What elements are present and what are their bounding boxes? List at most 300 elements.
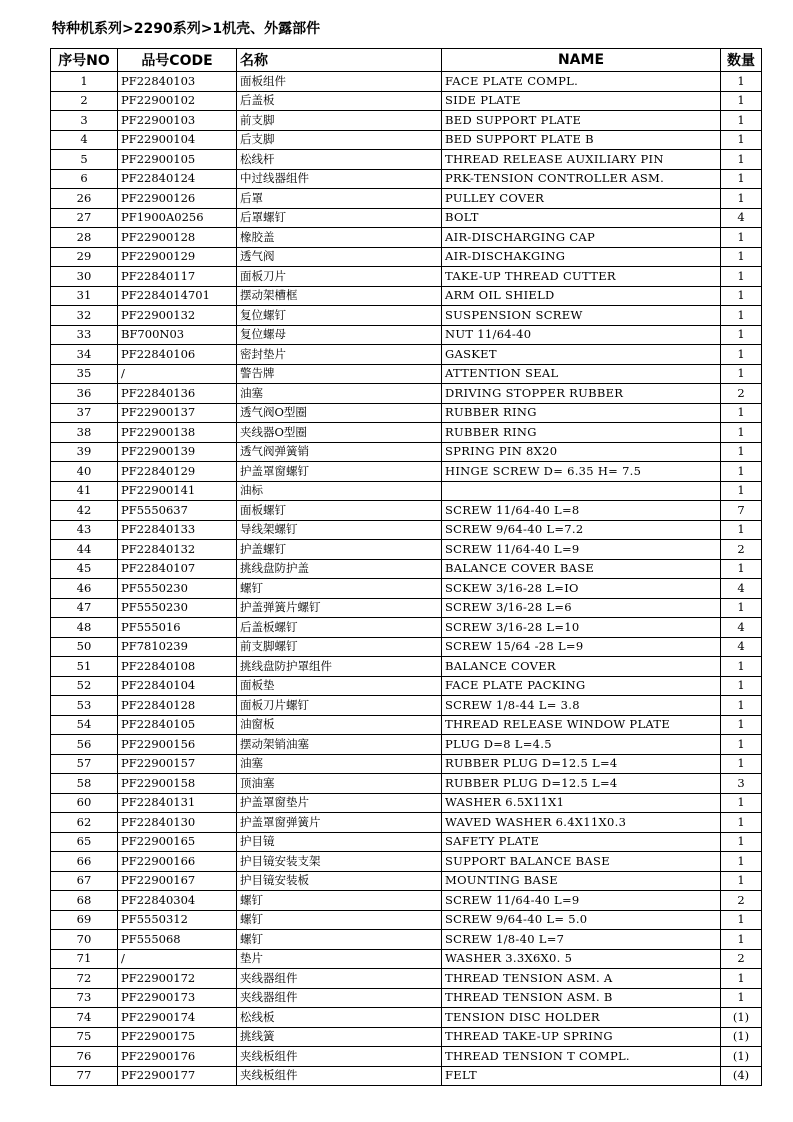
part-name-cn: 密封垫片 [237, 345, 442, 365]
part-code: PF22900172 [118, 969, 237, 989]
quantity: 1 [721, 676, 762, 696]
table-row [51, 462, 762, 482]
row-number: 66 [51, 852, 118, 872]
part-name-en: PRK-TENSION CONTROLLER ASM. [442, 169, 721, 189]
part-code: PF22900104 [118, 130, 237, 150]
part-code: PF22840131 [118, 793, 237, 813]
table-row [51, 793, 762, 813]
part-code: PF22900156 [118, 735, 237, 755]
table-row [51, 910, 762, 930]
part-name-en: SCREW 3/16-28 L=10 [442, 618, 721, 638]
part-code: PF22840304 [118, 891, 237, 911]
column-header-qty: 数量 [721, 49, 762, 72]
quantity: 1 [721, 559, 762, 579]
table-row [51, 442, 762, 462]
row-number: 5 [51, 150, 118, 170]
part-name-en: RUBBER RING [442, 423, 721, 443]
part-name-cn: 前支脚 [237, 111, 442, 131]
part-name-en: THREAD TAKE-UP SPRING [442, 1027, 721, 1047]
row-number: 31 [51, 286, 118, 306]
quantity: (1) [721, 1047, 762, 1067]
part-name-cn: 透气阀O型圈 [237, 403, 442, 423]
table-row [51, 403, 762, 423]
part-name-en: THREAD TENSION ASM. A [442, 969, 721, 989]
row-number: 39 [51, 442, 118, 462]
row-number: 73 [51, 988, 118, 1008]
column-header-code: 品号CODE [118, 49, 237, 72]
row-number: 60 [51, 793, 118, 813]
table-row [51, 657, 762, 677]
part-name-cn: 面板刀片 [237, 267, 442, 287]
quantity: 1 [721, 247, 762, 267]
part-code: PF22840124 [118, 169, 237, 189]
part-name-en: SCREW 15/64 -28 L=9 [442, 637, 721, 657]
row-number: 58 [51, 774, 118, 794]
row-number: 33 [51, 325, 118, 345]
row-number: 52 [51, 676, 118, 696]
quantity: 3 [721, 774, 762, 794]
table-row [51, 676, 762, 696]
row-number: 29 [51, 247, 118, 267]
row-number: 67 [51, 871, 118, 891]
part-code: PF22840104 [118, 676, 237, 696]
part-name-cn: 导线架螺钉 [237, 520, 442, 540]
part-name-cn: 面板垫 [237, 676, 442, 696]
row-number: 68 [51, 891, 118, 911]
column-header-no: 序号NO [51, 49, 118, 72]
row-number: 71 [51, 949, 118, 969]
table-row [51, 423, 762, 443]
part-code: PF22900176 [118, 1047, 237, 1067]
table-row [51, 520, 762, 540]
row-number: 54 [51, 715, 118, 735]
part-name-cn: 摆动架槽框 [237, 286, 442, 306]
part-name-cn: 中过线器组件 [237, 169, 442, 189]
part-name-en: DRIVING STOPPER RUBBER [442, 384, 721, 404]
part-name-en: BALANCE COVER BASE [442, 559, 721, 579]
table-row [51, 540, 762, 560]
table-row [51, 247, 762, 267]
part-code: PF2284014701 [118, 286, 237, 306]
part-code: PF555016 [118, 618, 237, 638]
column-header-name-en: NAME [442, 49, 721, 72]
row-number: 53 [51, 696, 118, 716]
part-name-cn: 螺钉 [237, 579, 442, 599]
quantity: 1 [721, 267, 762, 287]
part-code: PF22840136 [118, 384, 237, 404]
part-code: PF22840107 [118, 559, 237, 579]
part-name-en: FACE PLATE COMPL. [442, 72, 721, 92]
quantity: 1 [721, 481, 762, 501]
quantity: 1 [721, 423, 762, 443]
part-code: PF7810239 [118, 637, 237, 657]
part-name-en: TENSION DISC HOLDER [442, 1008, 721, 1028]
quantity: 4 [721, 208, 762, 228]
table-row [51, 364, 762, 384]
row-number: 47 [51, 598, 118, 618]
part-name-en: ATTENTION SEAL [442, 364, 721, 384]
part-code: PF22840128 [118, 696, 237, 716]
part-name-cn: 前支脚螺钉 [237, 637, 442, 657]
part-name-cn: 油窗板 [237, 715, 442, 735]
quantity: 1 [721, 735, 762, 755]
part-code: PF22900173 [118, 988, 237, 1008]
part-code: PF5550230 [118, 579, 237, 599]
quantity: 1 [721, 969, 762, 989]
row-number: 69 [51, 910, 118, 930]
table-row [51, 832, 762, 852]
quantity: 1 [721, 286, 762, 306]
part-code: PF22900132 [118, 306, 237, 326]
part-name-en: BOLT [442, 208, 721, 228]
quantity: 1 [721, 169, 762, 189]
part-code: PF22900157 [118, 754, 237, 774]
quantity: 2 [721, 540, 762, 560]
row-number: 57 [51, 754, 118, 774]
part-name-cn: 护盖罩窗弹簧片 [237, 813, 442, 833]
quantity: 1 [721, 598, 762, 618]
part-code: PF22900129 [118, 247, 237, 267]
part-name-en: MOUNTING BASE [442, 871, 721, 891]
part-name-cn: 夹线器组件 [237, 988, 442, 1008]
part-code: PF5550312 [118, 910, 237, 930]
row-number: 30 [51, 267, 118, 287]
quantity: 1 [721, 871, 762, 891]
part-name-cn: 护盖罩窗垫片 [237, 793, 442, 813]
quantity: 1 [721, 462, 762, 482]
quantity: 1 [721, 930, 762, 950]
row-number: 6 [51, 169, 118, 189]
row-number: 42 [51, 501, 118, 521]
quantity: 1 [721, 345, 762, 365]
row-number: 32 [51, 306, 118, 326]
part-name-cn: 夹线器O型圈 [237, 423, 442, 443]
part-name-cn: 护盖弹簧片螺钉 [237, 598, 442, 618]
table-row [51, 852, 762, 872]
part-code: / [118, 364, 237, 384]
part-name-cn: 护目镜安装支架 [237, 852, 442, 872]
part-name-en: THREAD RELEASE WINDOW PLATE [442, 715, 721, 735]
part-name-en: AIR-DISCHAKGING [442, 247, 721, 267]
row-number: 40 [51, 462, 118, 482]
quantity: 1 [721, 910, 762, 930]
part-name-cn: 顶油塞 [237, 774, 442, 794]
part-code: PF22900137 [118, 403, 237, 423]
part-code: PF22900167 [118, 871, 237, 891]
part-code: PF22900103 [118, 111, 237, 131]
row-number: 76 [51, 1047, 118, 1067]
part-code: PF22900105 [118, 150, 237, 170]
table-row [51, 598, 762, 618]
part-name-cn: 后罩螺钉 [237, 208, 442, 228]
table-row [51, 949, 762, 969]
table-row [51, 286, 762, 306]
part-name-cn: 后支脚 [237, 130, 442, 150]
part-name-cn: 螺钉 [237, 910, 442, 930]
part-name-en: SAFETY PLATE [442, 832, 721, 852]
quantity: 4 [721, 637, 762, 657]
part-name-en: BALANCE COVER [442, 657, 721, 677]
row-number: 36 [51, 384, 118, 404]
table-row [51, 1027, 762, 1047]
quantity: 1 [721, 91, 762, 111]
row-number: 74 [51, 1008, 118, 1028]
table-row [51, 637, 762, 657]
table-row [51, 774, 762, 794]
part-code: PF22840117 [118, 267, 237, 287]
part-code: PF22900166 [118, 852, 237, 872]
table-row [51, 267, 762, 287]
quantity: 7 [721, 501, 762, 521]
part-name-cn: 摆动架销油塞 [237, 735, 442, 755]
row-number: 2 [51, 91, 118, 111]
row-number: 75 [51, 1027, 118, 1047]
quantity: 1 [721, 793, 762, 813]
row-number: 38 [51, 423, 118, 443]
row-number: 65 [51, 832, 118, 852]
part-code: BF700N03 [118, 325, 237, 345]
part-name-en: SCREW 11/64-40 L=9 [442, 891, 721, 911]
table-row [51, 384, 762, 404]
row-number: 34 [51, 345, 118, 365]
part-name-en: FELT [442, 1066, 721, 1086]
part-name-cn: 面板刀片螺钉 [237, 696, 442, 716]
part-code: PF22900177 [118, 1066, 237, 1086]
table-row [51, 72, 762, 92]
part-name-cn: 夹线板组件 [237, 1047, 442, 1067]
part-name-cn: 挑线簧 [237, 1027, 442, 1047]
row-number: 3 [51, 111, 118, 131]
part-name-cn: 垫片 [237, 949, 442, 969]
part-code: PF22840103 [118, 72, 237, 92]
table-row [51, 618, 762, 638]
table-header-row [51, 49, 762, 72]
table-row [51, 325, 762, 345]
row-number: 35 [51, 364, 118, 384]
row-number: 28 [51, 228, 118, 248]
column-header-name-cn: 名称 [237, 49, 442, 72]
part-name-cn: 后罩 [237, 189, 442, 209]
part-name-en: SUPPORT BALANCE BASE [442, 852, 721, 872]
part-code: PF5550230 [118, 598, 237, 618]
part-code: PF22900175 [118, 1027, 237, 1047]
part-name-cn: 油塞 [237, 754, 442, 774]
part-code: PF22840105 [118, 715, 237, 735]
part-code: PF22900128 [118, 228, 237, 248]
table-row [51, 150, 762, 170]
table-row [51, 871, 762, 891]
part-name-en: THREAD RELEASE AUXILIARY PIN [442, 150, 721, 170]
part-name-cn: 透气阀弹簧销 [237, 442, 442, 462]
part-name-cn: 挑线盘防护罩组件 [237, 657, 442, 677]
part-code: PF22840130 [118, 813, 237, 833]
quantity: 2 [721, 891, 762, 911]
table-row [51, 735, 762, 755]
quantity: 1 [721, 988, 762, 1008]
part-name-en: SPRING PIN 8X20 [442, 442, 721, 462]
row-number: 46 [51, 579, 118, 599]
part-name-en: ARM OIL SHIELD [442, 286, 721, 306]
quantity: 1 [721, 325, 762, 345]
part-name-en: WASHER 6.5X11X1 [442, 793, 721, 813]
quantity: 1 [721, 228, 762, 248]
part-code: PF22840106 [118, 345, 237, 365]
part-code: PF22900102 [118, 91, 237, 111]
quantity: 1 [721, 189, 762, 209]
part-name-cn: 护目镜 [237, 832, 442, 852]
part-name-cn: 橡胶盖 [237, 228, 442, 248]
quantity: (1) [721, 1008, 762, 1028]
quantity: 1 [721, 130, 762, 150]
part-name-cn: 面板组件 [237, 72, 442, 92]
table-row [51, 754, 762, 774]
table-row [51, 696, 762, 716]
row-number: 50 [51, 637, 118, 657]
part-name-cn: 护盖螺钉 [237, 540, 442, 560]
row-number: 51 [51, 657, 118, 677]
quantity: 1 [721, 832, 762, 852]
part-code: PF22900139 [118, 442, 237, 462]
row-number: 45 [51, 559, 118, 579]
table-row [51, 306, 762, 326]
row-number: 27 [51, 208, 118, 228]
part-code: PF22840133 [118, 520, 237, 540]
quantity: 4 [721, 618, 762, 638]
part-name-en: THREAD TENSION T COMPL. [442, 1047, 721, 1067]
table-row [51, 579, 762, 599]
part-name-en: WAVED WASHER 6.4X11X0.3 [442, 813, 721, 833]
quantity: 1 [721, 364, 762, 384]
part-name-cn: 松线板 [237, 1008, 442, 1028]
row-number: 4 [51, 130, 118, 150]
part-code: PF22840129 [118, 462, 237, 482]
table-row [51, 481, 762, 501]
table-row [51, 169, 762, 189]
part-code: PF5550637 [118, 501, 237, 521]
part-name-en: PULLEY COVER [442, 189, 721, 209]
part-code: PF22900138 [118, 423, 237, 443]
table-row [51, 228, 762, 248]
part-name-en: RUBBER RING [442, 403, 721, 423]
part-code: PF22900174 [118, 1008, 237, 1028]
quantity: 1 [721, 520, 762, 540]
table-row [51, 130, 762, 150]
table-row [51, 1066, 762, 1086]
part-name-en: SCKEW 3/16-28 L=IO [442, 579, 721, 599]
table-row [51, 1047, 762, 1067]
table-row [51, 1008, 762, 1028]
row-number: 41 [51, 481, 118, 501]
part-name-en: BED SUPPORT PLATE [442, 111, 721, 131]
part-name-cn: 面板螺钉 [237, 501, 442, 521]
table-row [51, 891, 762, 911]
part-name-en: PLUG D=8 L=4.5 [442, 735, 721, 755]
row-number: 1 [51, 72, 118, 92]
table-row [51, 189, 762, 209]
table-row [51, 501, 762, 521]
part-code: PF1900A0256 [118, 208, 237, 228]
quantity: 4 [721, 579, 762, 599]
part-code: PF22900165 [118, 832, 237, 852]
quantity: 1 [721, 442, 762, 462]
part-name-en: BED SUPPORT PLATE B [442, 130, 721, 150]
part-name-en: TAKE-UP THREAD CUTTER [442, 267, 721, 287]
quantity: 2 [721, 384, 762, 404]
table-row [51, 930, 762, 950]
part-name-en: SCREW 3/16-28 L=6 [442, 598, 721, 618]
part-code: PF22840132 [118, 540, 237, 560]
part-code: / [118, 949, 237, 969]
table-row [51, 969, 762, 989]
part-name-en: AIR-DISCHARGING CAP [442, 228, 721, 248]
quantity: 1 [721, 696, 762, 716]
part-name-cn: 夹线板组件 [237, 1066, 442, 1086]
row-number: 56 [51, 735, 118, 755]
row-number: 48 [51, 618, 118, 638]
part-name-cn: 松线杆 [237, 150, 442, 170]
table-row [51, 715, 762, 735]
quantity: 1 [721, 403, 762, 423]
part-name-cn: 夹线器组件 [237, 969, 442, 989]
quantity: 1 [721, 852, 762, 872]
part-name-en: THREAD TENSION ASM. B [442, 988, 721, 1008]
table-row [51, 111, 762, 131]
part-name-cn: 复位螺母 [237, 325, 442, 345]
part-name-cn: 螺钉 [237, 930, 442, 950]
part-code: PF22900158 [118, 774, 237, 794]
quantity: (1) [721, 1027, 762, 1047]
row-number: 44 [51, 540, 118, 560]
table-row [51, 345, 762, 365]
row-number: 72 [51, 969, 118, 989]
part-name-en: SUSPENSION SCREW [442, 306, 721, 326]
quantity: 1 [721, 306, 762, 326]
part-name-cn: 油标 [237, 481, 442, 501]
quantity: 1 [721, 72, 762, 92]
part-name-en: SCREW 11/64-40 L=8 [442, 501, 721, 521]
page-title: 特种机系列>2290系列>1机壳、外露部件 [52, 21, 321, 37]
quantity: 1 [721, 150, 762, 170]
part-name-en: SCREW 9/64-40 L= 5.0 [442, 910, 721, 930]
part-name-cn: 复位螺钉 [237, 306, 442, 326]
part-name-en: RUBBER PLUG D=12.5 L=4 [442, 754, 721, 774]
quantity: 1 [721, 111, 762, 131]
part-name-en: FACE PLATE PACKING [442, 676, 721, 696]
table-row [51, 813, 762, 833]
part-name-en: SCREW 1/8-40 L=7 [442, 930, 721, 950]
table-row [51, 559, 762, 579]
table-row [51, 91, 762, 111]
row-number: 62 [51, 813, 118, 833]
table-row [51, 208, 762, 228]
part-code: PF22900126 [118, 189, 237, 209]
table-row [51, 988, 762, 1008]
part-code: PF555068 [118, 930, 237, 950]
part-name-en: NUT 11/64-40 [442, 325, 721, 345]
part-name-en [442, 481, 721, 501]
part-name-cn: 护盖罩窗螺钉 [237, 462, 442, 482]
part-name-cn: 后盖板螺钉 [237, 618, 442, 638]
part-code: PF22840108 [118, 657, 237, 677]
row-number: 43 [51, 520, 118, 540]
part-name-en: SCREW 1/8-44 L= 3.8 [442, 696, 721, 716]
quantity: 1 [721, 813, 762, 833]
part-name-cn: 透气阀 [237, 247, 442, 267]
quantity: 2 [721, 949, 762, 969]
part-name-en: SCREW 11/64-40 L=9 [442, 540, 721, 560]
part-name-cn: 后盖板 [237, 91, 442, 111]
part-name-en: WASHER 3.3X6X0. 5 [442, 949, 721, 969]
